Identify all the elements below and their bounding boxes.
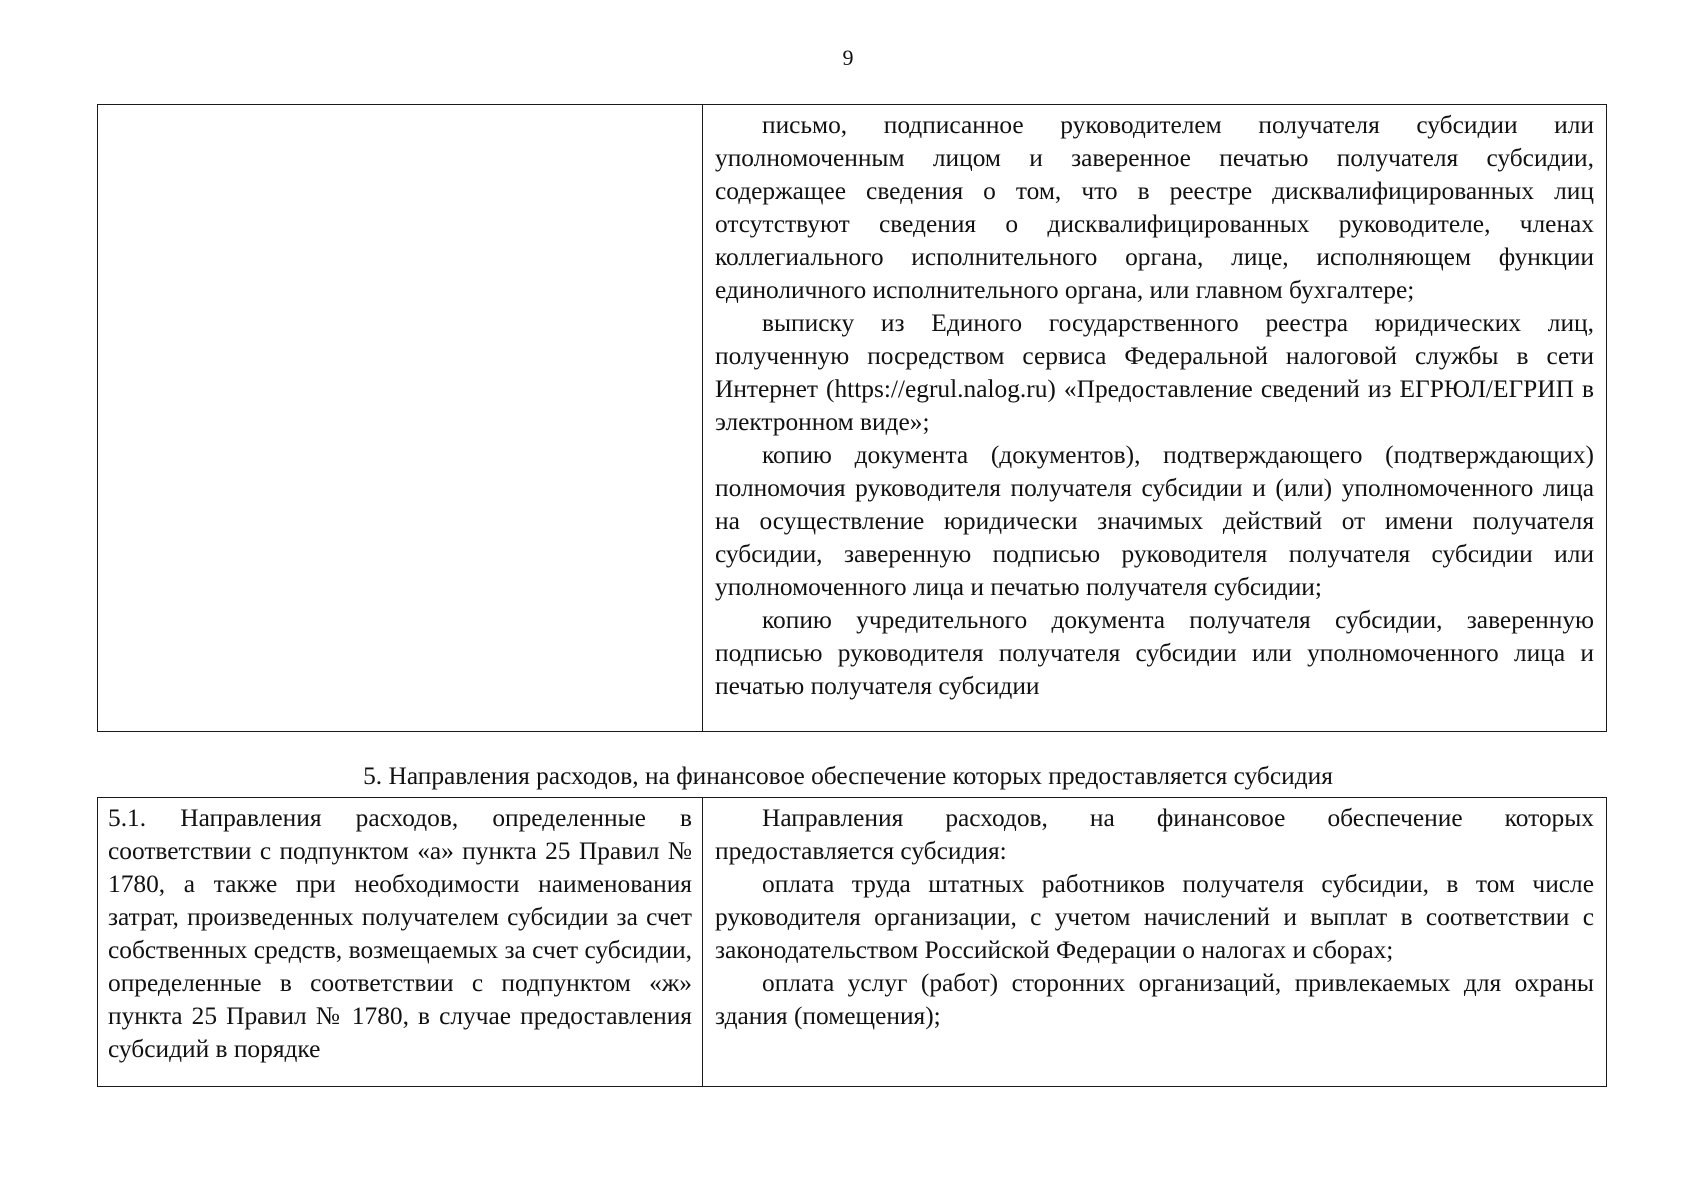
documents-table bbox=[97, 104, 1607, 732]
paragraph-charter-copy: копию учредительного документа получателя субсидии, заверенную подписью руководителя получателя субсидии или уполномоченного лица и печатью получателя субсидии bbox=[715, 606, 1594, 700]
paragraph-disqualified-letter: письмо, подписанное руководителем получателя субсидии или уполномоченным лицом и заверенное печатью получателя субсидии, содержащее сведения о том, что в реестре дисквалифицированных лиц отсутствуют сведения о дисквалифицированных руководителе, членах коллегиального исполнительного органа, лице, исполняющем функции единоличного исполнительного органа, или главном бухгалтере; bbox=[715, 111, 1594, 304]
paragraph-authority-copy: копию документа (документов), подтверждающего (подтверждающих) полномочия руководителя получателя субсидии и (или) уполномоченного лица на осуществление юридически значимых действий от имени получателя субсидии, заверенную подписью руководителя получателя субсидии или уполномоченного лица и печатью получателя субсидии; bbox=[715, 441, 1594, 601]
table2-right-cell bbox=[703, 798, 1607, 1087]
page-number: 9 bbox=[842, 45, 854, 70]
paragraph-security-services: оплата услуг (работ) сторонних организаций, привлекаемых для охраны здания (помещения); bbox=[715, 969, 1594, 1030]
expenses-table bbox=[97, 797, 1607, 1087]
table1-left-cell bbox=[98, 105, 703, 732]
paragraph-expense-directions: Направления расходов, на финансовое обеспечение которых предоставляется субсидия: bbox=[715, 804, 1594, 865]
table1-left-text bbox=[98, 105, 702, 109]
item-5-1-text: 5.1. Направления расходов, определенные в соответствии с подпунктом «а» пункта 25 Правил № 1780, а также при необходимости наименования затрат, произведенных получателем субсидии за счет собственных средств, возмещаемых за счет субсидии, определенные в соответствии с подпунктом «ж» пункта 25 Правил № 1780, в случае предоставления субсидий в порядке bbox=[108, 804, 692, 1063]
table1-right-cell bbox=[703, 105, 1607, 732]
table2-left-cell bbox=[98, 798, 703, 1087]
paragraph-staff-wages: оплата труда штатных работников получателя субсидии, в том числе руководителя организации, с учетом начислений и выплат в соответствии с законодательством Российской Федерации о налогах и сборах; bbox=[715, 870, 1594, 964]
paragraph-egrul-extract: выписку из Единого государственного реестра юридических лиц, полученную посредством сервиса Федеральной налоговой службы в сети Интернет (https://egrul.nalog.ru) «Предоставление сведений из ЕГРЮЛ/ЕГРИП в электронном виде»; bbox=[715, 309, 1594, 436]
section-heading: 5. Направления расходов, на финансовое обеспечение которых предоставляется субсидия bbox=[363, 762, 1333, 790]
